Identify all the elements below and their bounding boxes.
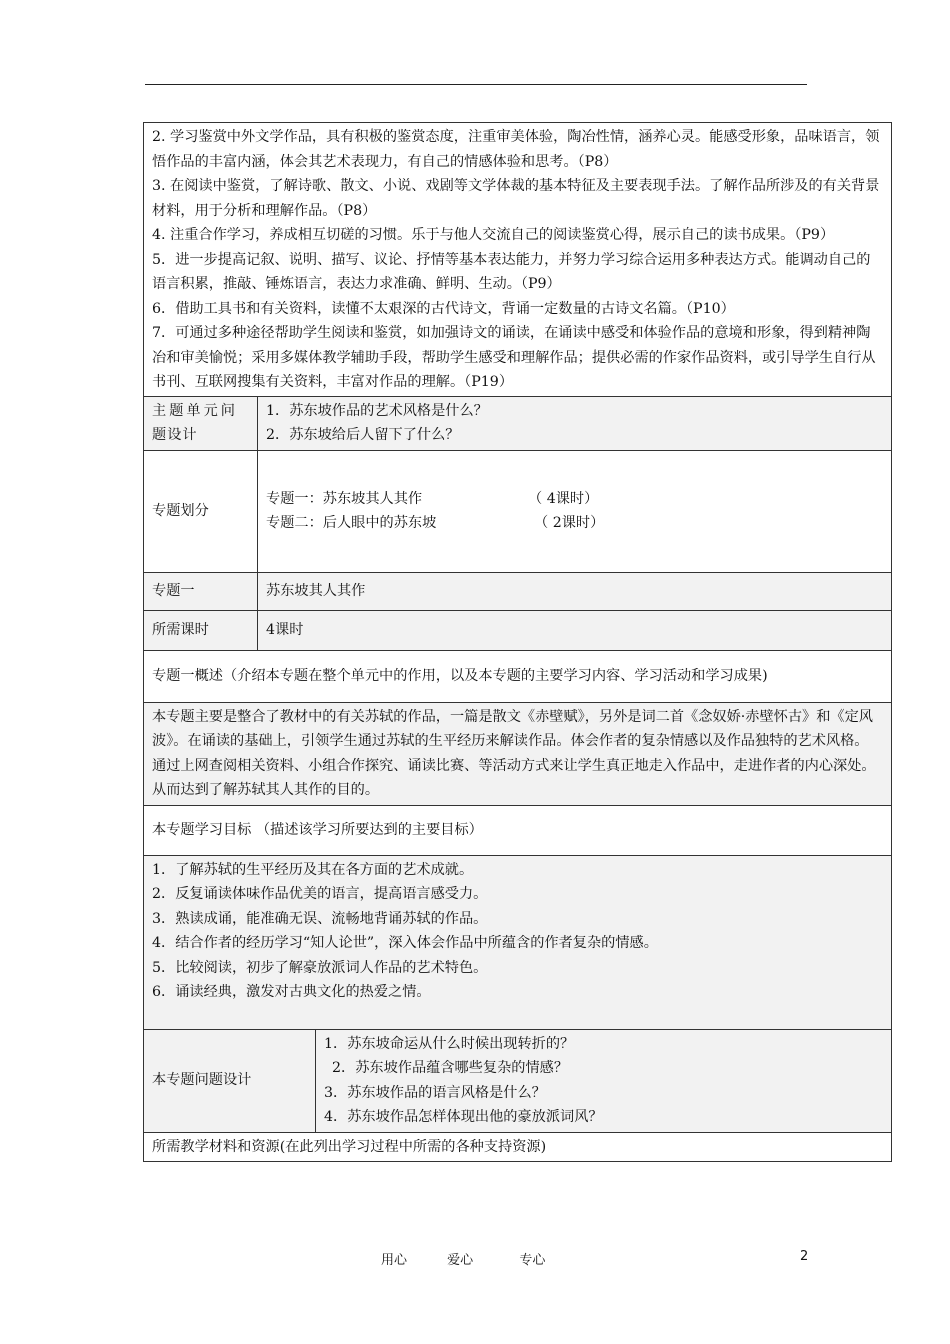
goal-item: 4．结合作者的经历学习“知人论世”，深入体会作品中所蕴含的作者复杂的情感。 [152, 935, 658, 951]
goals-body [144, 855, 892, 1029]
topic1-row [144, 572, 892, 610]
unit-question-item: 2．苏东坡给后人留下了什么？ [266, 427, 460, 443]
unit-questions-label [144, 396, 258, 450]
overview-heading-row [144, 650, 892, 702]
topic1-value: 苏东坡其人其作 [258, 572, 892, 610]
topic-name: 专题二：后人眼中的苏东坡 [266, 515, 437, 531]
topic-question-item: 3．苏东坡作品的语言风格是什么？ [324, 1084, 546, 1101]
lesson-plan-table [143, 122, 892, 1162]
hours-value: 4课时 [258, 610, 892, 650]
topic-question-item: 2．苏东坡作品蕴含哪些复杂的情感？ [332, 1060, 569, 1076]
goal-item: 3．熟读成诵，能准确无误、流畅地背诵苏轼的作品。 [152, 910, 488, 927]
overview-heading: 专题一概述（介绍本专题在整个单元中的作用，以及本专题的主要学习内容、学习活动和学习成果) [144, 650, 892, 702]
footer-motto-1: 用心 [381, 1253, 408, 1268]
requirement-item: 2. 学习鉴赏中外文学作品，具有积极的鉴赏态度，注重审美体验，陶冶性情，涵养心灵。能感受形象，品味语言，领悟作品的丰富内涵，体会其艺术表现力，有自己的情感体验和思考。（P8） [152, 129, 880, 170]
requirement-item: 6．借助工具书和有关资料，读懂不太艰深的古代诗文，背诵一定数量的古诗文名篇。（P10） [152, 300, 735, 317]
requirement-item: 4. 注重合作学习，养成相互切磋的习惯。乐于与他人交流自己的阅读鉴赏心得，展示自己的读书成果。（P9） [152, 227, 835, 243]
footer-motto-3: 专心 [519, 1253, 546, 1268]
goal-item: 5．比较阅读，初步了解豪放派词人作品的艺术特色。 [152, 959, 488, 976]
topic-questions-cell [316, 1029, 892, 1132]
topic-division-item [266, 487, 883, 512]
requirement-item: 3. 在阅读中鉴赏，了解诗歌、散文、小说、戏剧等文学体裁的基本特征及主要表现手法。了解作品所涉及的有关背景材料，用于分析和理解作品。（P8） [152, 178, 880, 219]
unit-questions-label-line: 主题单元问 [152, 402, 238, 419]
overview-paragraph: 通过上网查阅相关资料、小组合作探究、诵读比赛、等活动方式来让学生真正地走入作品中，走进作者的内心深处。从而达到了解苏轼其人其作的目的。 [152, 757, 876, 798]
page-number: 2 [800, 1249, 809, 1264]
topic-division-label: 专题划分 [144, 450, 258, 572]
topic-division-row [144, 450, 892, 572]
hours-label: 所需课时 [144, 610, 258, 650]
topic-name: 专题一：苏东坡其人其作 [266, 490, 423, 507]
goals-heading: 本专题学习目标 （描述该学习所要达到的主要目标） [144, 805, 892, 855]
topic-questions-label: 本专题问题设计 [144, 1029, 316, 1132]
unit-questions-row [144, 396, 892, 450]
topic-question-item: 4．苏东坡作品怎样体现出他的豪放派词风？ [324, 1109, 603, 1125]
unit-questions-cell [258, 396, 892, 450]
requirements-row [144, 123, 892, 397]
header-rule [145, 84, 807, 85]
materials-row [144, 1132, 892, 1162]
topic-questions-row [144, 1029, 892, 1132]
footer-motto [381, 1249, 545, 1268]
materials-heading: 所需教学材料和资源(在此列出学习过程中所需的各种支持资源) [144, 1132, 892, 1162]
hours-row [144, 610, 892, 650]
requirement-item: 5．进一步提高记叙、说明、描写、议论、抒情等基本表达能力，并努力学习综合运用多种表达方式。能调动自己的语言积累，推敲、锤炼语言，表达力求准确、鲜明、生动。（P9） [152, 251, 871, 292]
goal-item: 2．反复诵读体味作品优美的语言，提高语言感受力。 [152, 886, 488, 902]
topic-division-item [266, 511, 883, 536]
overview-body-row [144, 702, 892, 805]
unit-question-item: 1．苏东坡作品的艺术风格是什么？ [266, 402, 488, 419]
topic-question-item: 1．苏东坡命运从什么时候出现转折的？ [324, 1035, 575, 1052]
requirement-item: 7．可通过多种途径帮助学生阅读和鉴赏，如加强诗文的诵读，在诵读中感受和体验作品的意境和形象，得到精神陶冶和审美愉悦；采用多媒体教学辅助手段，帮助学生感受和理解作品；提供必需的作家作品资料，或引导学生自行从书刊、互联网搜集有关资料，丰富对作品的理解。（P19） [152, 325, 876, 390]
goal-item: 6．诵读经典，激发对古典文化的热爱之情。 [152, 984, 431, 1000]
goals-body-row [144, 855, 892, 1029]
requirements-cell [144, 123, 892, 397]
topic-hours: （ 4课时） [528, 490, 599, 507]
goals-heading-row [144, 805, 892, 855]
unit-questions-label-line: 题设计 [152, 427, 198, 443]
topic-hours: （ 2课时） [534, 515, 605, 531]
topic1-label: 专题一 [144, 572, 258, 610]
overview-body [144, 702, 892, 805]
goal-item: 1．了解苏轼的生平经历及其在各方面的艺术成就。 [152, 861, 474, 878]
topic-division-cell [258, 450, 892, 572]
overview-paragraph: 本专题主要是整合了教材中的有关苏轼的作品，一篇是散文《赤壁赋》，另外是词二首《念奴娇·赤壁怀古》和《定风波》。在诵读的基础上，引领学生通过苏轼的生平经历来解读作品。体会作者的复杂情感以及作品独特的艺术风格。 [152, 708, 873, 749]
footer-motto-2: 爱心 [447, 1253, 474, 1268]
